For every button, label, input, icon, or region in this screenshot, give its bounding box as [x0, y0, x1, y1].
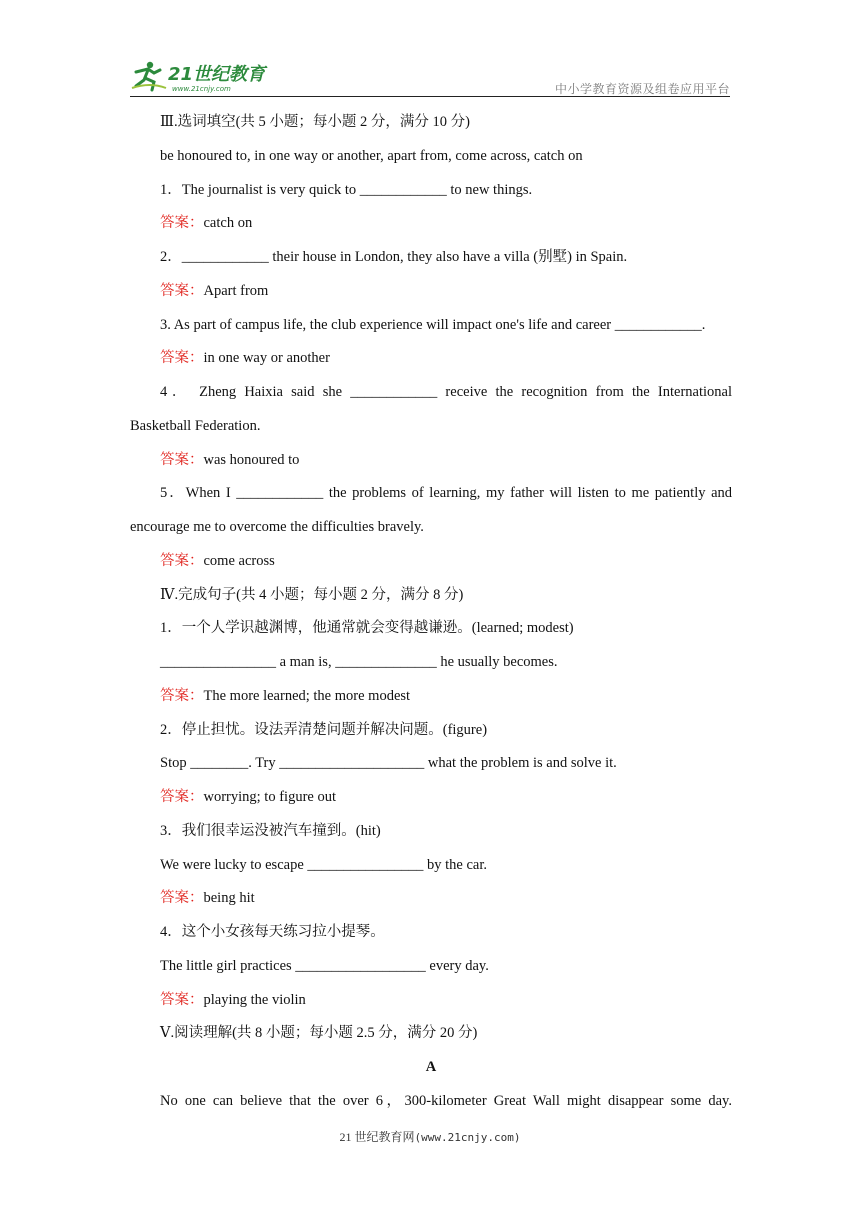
- answer-text: being hit: [203, 890, 255, 907]
- question-3-4-line1: 4． Zheng Haixia said she ____________ receive the recognition from the International: [160, 384, 732, 400]
- section-3-title: Ⅲ.选词填空(共 5 小题；每小题 2 分，满分 10 分): [160, 114, 471, 130]
- question-4-3-en: We were lucky to escape ________________ by the car.: [160, 856, 488, 873]
- exercise-content: [130, 112, 732, 1125]
- question-3-4-line2: Basketball Federation.: [130, 417, 261, 434]
- question-4-3-cn: 3．我们很幸运没被汽车撞到。(hit): [160, 822, 381, 839]
- question-4-1-en: ________________ a man is, ______________ he usually becomes.: [160, 654, 558, 670]
- svg-text:21世纪教育: 21世纪教育: [168, 64, 266, 85]
- question-4-1-cn: 1．一个人学识越渊博，他通常就会变得越谦逊。(learned; modest): [160, 620, 574, 637]
- answer-label: 答案：: [160, 215, 204, 232]
- page-footer: [0, 1128, 860, 1145]
- answer-4-3: [130, 888, 732, 922]
- answer-text: Apart from: [203, 282, 269, 299]
- page-header: [130, 58, 730, 97]
- answer-label: 答案：: [160, 687, 204, 704]
- footer-site-name: 21 世纪教育网: [339, 1130, 415, 1144]
- question-3-1: 1．The journalist is very quick to ____________ to new things.: [160, 181, 533, 198]
- passage-line-1: No one can believe that the over 6，300-kilometer Great Wall might disappear some day.: [160, 1092, 732, 1109]
- answer-text: playing the violin: [203, 991, 306, 1008]
- question-4-2-cn: 2．停止担忧。设法弄清楚问题并解决问题。(figure): [160, 721, 488, 738]
- question-4-4-en: The little girl practices __________________ every day.: [160, 957, 489, 974]
- question-3-5-line2: encourage me to overcome the difficulties bravely.: [130, 519, 424, 535]
- answer-label: 答案：: [160, 350, 204, 367]
- section-4-title: Ⅳ.完成句子(共 4 小题；每小题 2 分，满分 8 分): [160, 586, 464, 603]
- answer-3-5: [130, 551, 732, 585]
- answer-3-2: [130, 281, 732, 315]
- answer-text: was honoured to: [203, 451, 300, 468]
- question-3-3: 3. As part of campus life, the club experience will impact one's life and career ____________.: [160, 316, 706, 333]
- answer-text: in one way or another: [203, 350, 330, 367]
- question-3-5-line1: 5．When I ____________ the problems of learning, my father will listen to me patiently and: [160, 485, 732, 502]
- question-3-2: 2．____________ their house in London, they also have a villa (别墅) in Spain.: [160, 249, 628, 265]
- answer-text: catch on: [203, 215, 253, 232]
- platform-tagline: 中小学教育资源及组卷应用平台: [554, 82, 730, 96]
- section-5-title: Ⅴ.阅读理解(共 8 小题；每小题 2.5 分，满分 20 分): [160, 1025, 478, 1042]
- answer-text: The more learned; the more modest: [203, 687, 411, 704]
- answer-label: 答案：: [160, 789, 204, 805]
- answer-label: 答案：: [160, 552, 204, 569]
- answer-4-2: [130, 787, 732, 821]
- answer-label: 答案：: [160, 890, 204, 907]
- passage-heading: A: [425, 1059, 437, 1075]
- answer-3-1: [130, 213, 732, 247]
- answer-text: worrying; to figure out: [203, 789, 336, 805]
- footer-site-url: (www.21cnjy.com): [414, 1131, 521, 1144]
- answer-3-3: [130, 348, 732, 382]
- answer-label: 答案：: [160, 991, 204, 1008]
- logo-21cnjy: [130, 58, 290, 94]
- answer-label: 答案：: [160, 282, 204, 299]
- word-bank: be honoured to, in one way or another, apart from, come across, catch on: [160, 147, 583, 164]
- answer-4-4: [130, 990, 732, 1024]
- answer-label: 答案：: [160, 451, 204, 468]
- answer-text: come across: [203, 552, 275, 569]
- answer-3-4: [130, 450, 732, 484]
- question-4-4-cn: 4．这个小女孩每天练习拉小提琴。: [160, 924, 385, 940]
- svg-text:www.21cnjy.com: www.21cnjy.com: [172, 85, 231, 93]
- answer-4-1: [130, 686, 732, 720]
- question-4-2-en: Stop ________. Try ____________________ what the problem is and solve it.: [160, 755, 617, 772]
